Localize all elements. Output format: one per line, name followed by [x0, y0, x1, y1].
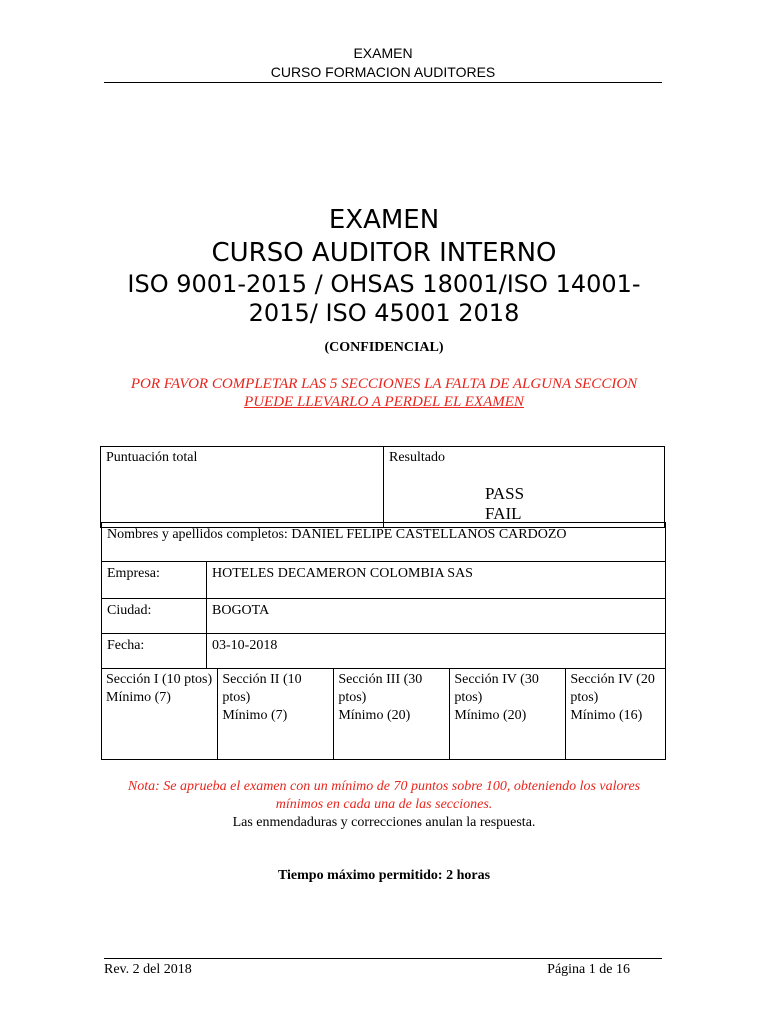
company-label: Empresa:	[102, 562, 207, 599]
section-3-cell[interactable]	[334, 669, 450, 760]
section-5-title: Sección IV (20 ptos)	[570, 672, 655, 705]
corrections-note: Las enmendaduras y correcciones anulan la respuesta.	[232, 815, 536, 830]
section-2-cell[interactable]	[218, 669, 334, 760]
section-2-min: Mínimo (7)	[222, 708, 288, 723]
title-line-2: CURSO AUDITOR INTERNO	[211, 238, 557, 268]
section-1-cell[interactable]	[102, 669, 218, 760]
city-value[interactable]: BOGOTA	[207, 599, 666, 634]
total-score-label: Puntuación total	[106, 450, 198, 465]
warning-notice	[104, 375, 664, 411]
warning-line-1: POR FAVOR COMPLETAR LAS 5 SECCIONES LA FALTA DE ALGUNA SECCION	[130, 376, 638, 392]
footer-divider	[104, 958, 662, 959]
header-line-1: EXAMEN	[353, 45, 413, 61]
total-score-cell[interactable]	[101, 447, 384, 528]
score-table	[100, 446, 665, 528]
section-2-title: Sección II (10 ptos)	[222, 672, 302, 705]
header-line-2: CURSO FORMACION AUDITORES	[270, 64, 496, 80]
title-line-3: ISO 9001-2015 / OHSAS 18001/ISO 14001-	[127, 270, 641, 298]
company-value[interactable]: HOTELES DECAMERON COLOMBIA SAS	[207, 562, 666, 599]
date-value[interactable]: 03-10-2018	[207, 634, 666, 669]
approval-note-red: Nota: Se aprueba el examen con un mínimo de 70 puntos sobre 100, obteniendo los valores mínimos en cada una de las secciones.	[127, 779, 641, 812]
name-row	[102, 523, 666, 562]
section-4-cell[interactable]	[450, 669, 566, 759]
section-5-cell[interactable]	[566, 669, 665, 759]
page-header	[104, 44, 662, 82]
approval-note	[104, 778, 664, 832]
section-3-title: Sección III (30 ptos)	[338, 672, 423, 705]
section-4-title: Sección IV (30 ptos)	[454, 672, 539, 705]
candidate-info-table	[101, 522, 666, 760]
section-4-min: Mínimo (20)	[454, 708, 527, 723]
title-line-1: EXAMEN	[328, 205, 440, 235]
pass-option[interactable]: PASS	[485, 484, 525, 503]
result-label: Resultado	[389, 450, 445, 465]
city-label: Ciudad:	[102, 599, 207, 634]
footer-page-number: Página 1 de 16	[547, 962, 630, 977]
name-label: Nombres y apellidos completos:	[107, 527, 288, 542]
title-block	[104, 204, 664, 328]
title-line-4: 2015/ ISO 45001 2018	[248, 299, 520, 327]
section-5-min: Mínimo (16)	[570, 708, 643, 723]
section-1-title: Sección I (10 ptos)	[106, 672, 213, 687]
date-label: Fecha:	[102, 634, 207, 669]
header-divider	[104, 82, 662, 83]
footer-revision: Rev. 2 del 2018	[104, 962, 192, 977]
warning-line-2: PUEDE LLEVARLO A PERDEL EL EXAMEN	[244, 394, 524, 410]
confidential-label: (CONFIDENCIAL)	[324, 340, 444, 355]
fail-option[interactable]: FAIL	[485, 504, 522, 523]
section-1-min: Mínimo (7)	[106, 690, 171, 705]
section-3-min: Mínimo (20)	[338, 708, 411, 723]
section-4-5-cells	[450, 669, 666, 760]
result-cell	[384, 447, 665, 528]
max-time-note: Tiempo máximo permitido: 2 horas	[277, 868, 491, 883]
name-value[interactable]: DANIEL FELIPE CASTELLANOS CARDOZO	[291, 527, 567, 542]
